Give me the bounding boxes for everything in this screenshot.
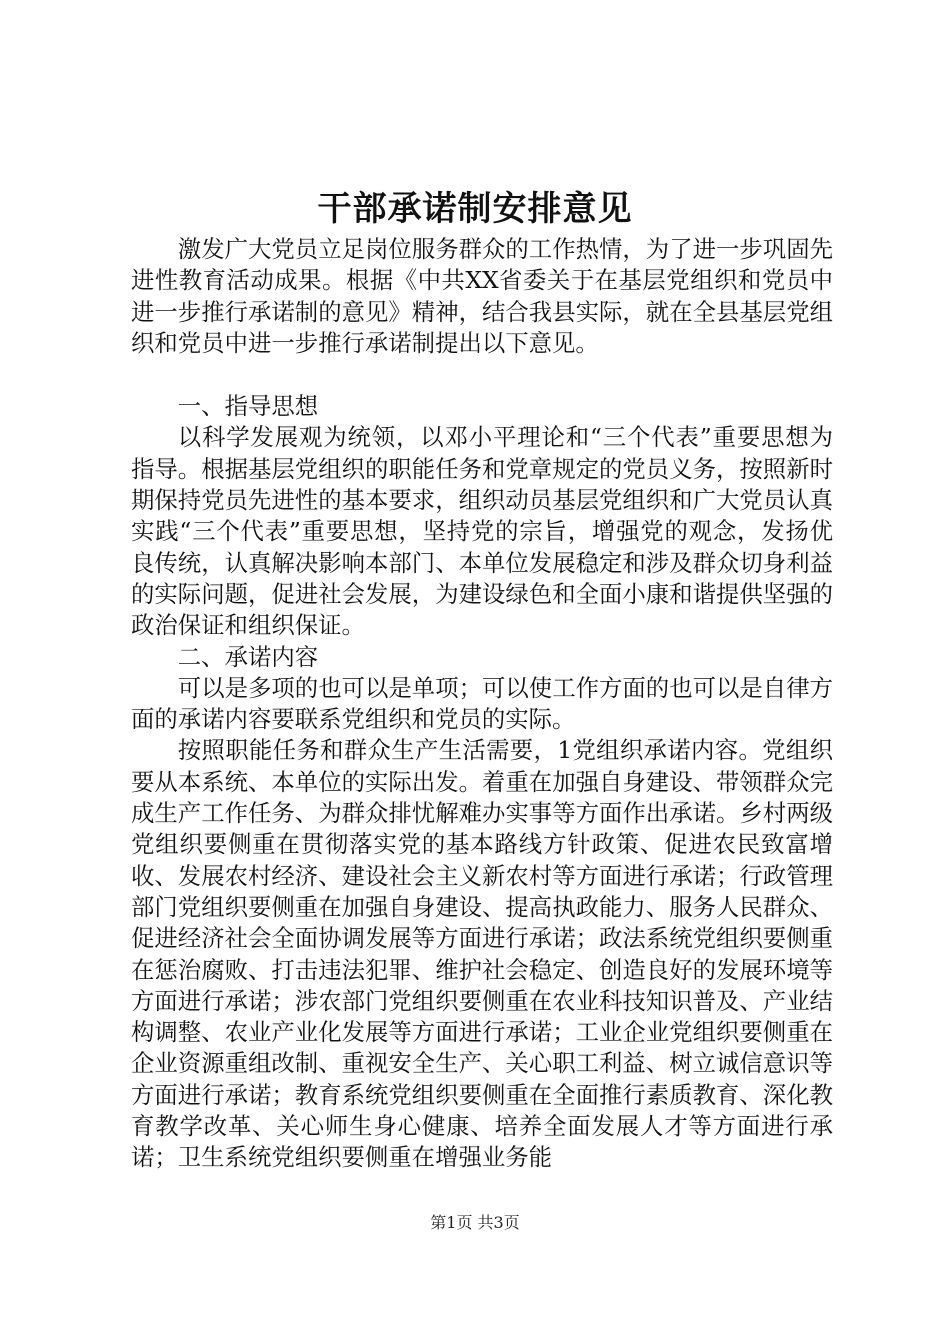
section-paragraph-guiding-ideology: 以科学发展观为统领，以邓小平理论和“三个代表”重要思想为指导。根据基层党组织的职能任务和党章规定的党员义务，按照新时期保持党员先进性的基本要求，组织动员基层党组织和广大党员认真实践“三个代表”重要思想，坚持党的宗旨，增强党的观念，发扬优良传统，认真解决影响本部门、本单位发展稳定和涉及群众切身利益的实际问题，促进社会发展，为建设绿色和全面小康和谐提供坚强的政治保证和组织保证。: [131, 423, 833, 640]
document-title: 干部承诺制安排意见: [317, 189, 633, 229]
page-footer: 第1页 共3页: [430, 1213, 520, 1232]
section-paragraph-commitment-details: 按照职能任务和群众生产生活需要，1党组织承诺内容。党组织要从本系统、本单位的实际出发。着重在加强自身建设、带领群众完成生产工作任务、为群众排忧解难办实事等方面作出承诺。乡村两级党组织要侧重在贯彻落实党的基本路线方针政策、促进农民致富增收、发展农村经济、建设社会主义新农村等方面进行承诺；行政管理部门党组织要侧重在加强自身建设、提高执政能力、服务人民群众、促进经济社会全面协调发展等方面进行承诺；政法系统党组织要侧重在惩治腐败、打击违法犯罪、维护社会稳定、创造良好的发展环境等方面进行承诺；涉农部门党组织要侧重在农业科技知识普及、产业结构调整、农业产业化发展等方面进行承诺；工业企业党组织要侧重在企业资源重组改制、重视安全生产、关心职工利益、树立诚信意识等方面进行承诺；教育系统党组织要侧重在全面推行素质教育、深化教育教学改革、关心师生身心健康、培养全面发展人才等方面进行承诺；卫生系统党组织要侧重在增强业务能: [131, 736, 833, 1172]
document-body: [131, 234, 833, 1174]
paragraph-gap: [131, 359, 833, 391]
section-heading-guiding-ideology: 一、指导思想: [177, 392, 319, 421]
intro-paragraph: 激发广大党员立足岗位服务群众的工作热情，为了进一步巩固先进性教育活动成果。根据《中共XX省委关于在基层党组织和党员中进一步推行承诺制的意见》精神，结合我县实际，就在全县基层党组织和党员中进一步推行承诺制提出以下意见。: [131, 235, 833, 357]
section-heading-commitment-content: 二、承诺内容: [177, 642, 319, 671]
section-paragraph-commitment-scope: 可以是多项的也可以是单项；可以使工作方面的也可以是自律方面的承诺内容要联系党组织和党员的实际。: [131, 673, 833, 734]
